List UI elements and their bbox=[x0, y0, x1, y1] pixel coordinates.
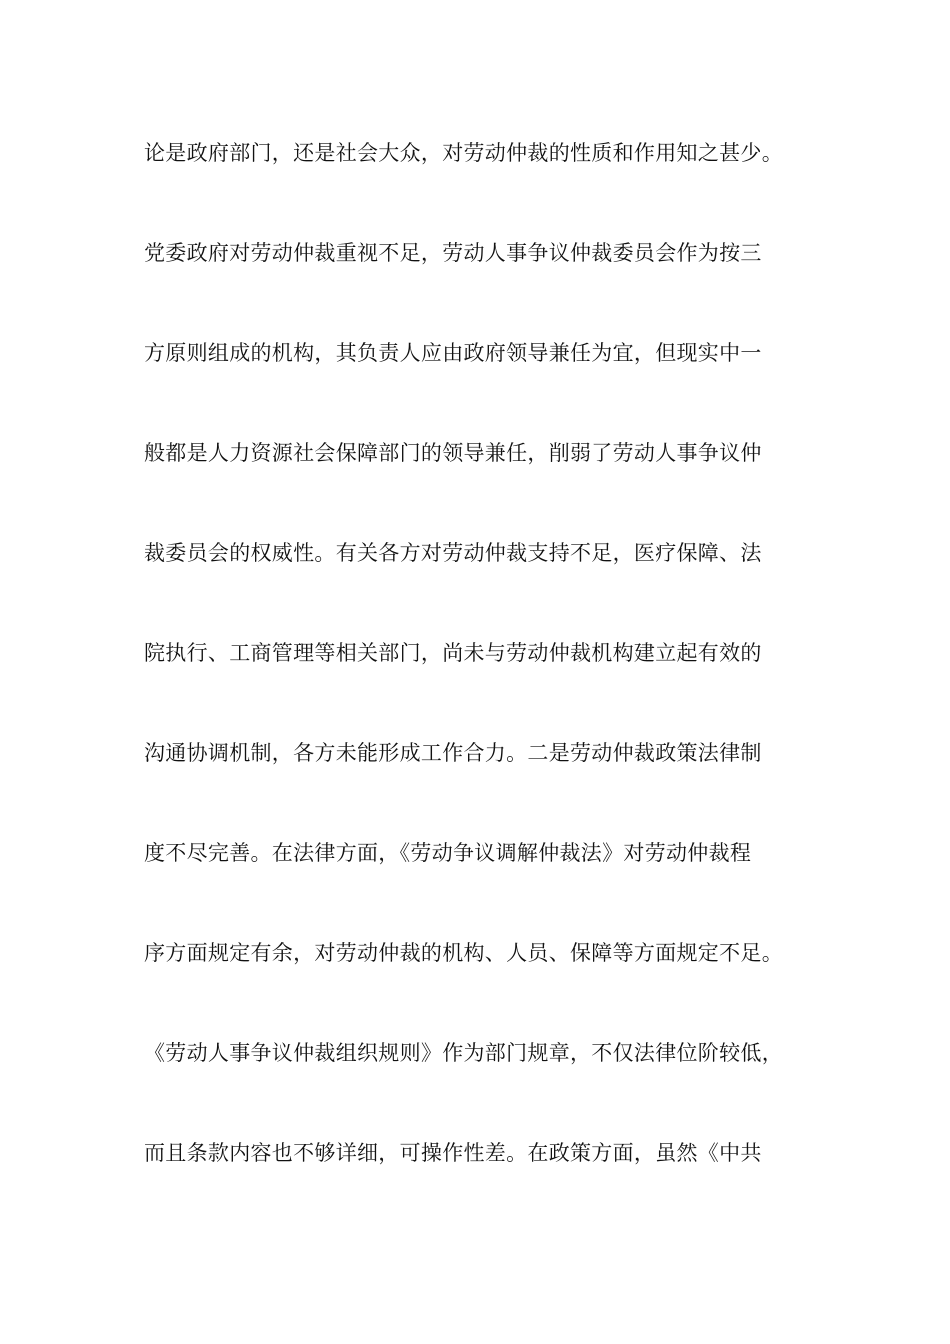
text-line: 而且条款内容也不够详细，可操作性差。在政策方面，虽然《中共 bbox=[144, 1141, 762, 1165]
text-line: 党委政府对劳动仲裁重视不足，劳动人事争议仲裁委员会作为按三 bbox=[144, 241, 762, 265]
text-line: 序方面规定有余，对劳动仲裁的机构、人员、保障等方面规定不足。 bbox=[144, 941, 783, 965]
text-line: 度不尽完善。在法律方面，《劳动争议调解仲裁法》对劳动仲裁程 bbox=[144, 841, 752, 865]
text-line: 沟通协调机制，各方未能形成工作合力。二是劳动仲裁政策法律制 bbox=[144, 741, 762, 765]
text-line: 论是政府部门，还是社会大众，对劳动仲裁的性质和作用知之甚少。 bbox=[144, 141, 783, 165]
text-line: 裁委员会的权威性。有关各方对劳动仲裁支持不足，医疗保障、法 bbox=[144, 541, 762, 565]
body-text bbox=[144, 130, 834, 1230]
text-line: 方原则组成的机构，其负责人应由政府领导兼任为宜，但现实中一 bbox=[144, 341, 762, 365]
text-line: 《劳动人事争议仲裁组织规则》作为部门规章，不仅法律位阶较低， bbox=[144, 1041, 783, 1065]
text-line: 般都是人力资源社会保障部门的领导兼任，削弱了劳动人事争议仲 bbox=[144, 441, 762, 465]
text-line: 院执行、工商管理等相关部门，尚未与劳动仲裁机构建立起有效的 bbox=[144, 641, 762, 665]
